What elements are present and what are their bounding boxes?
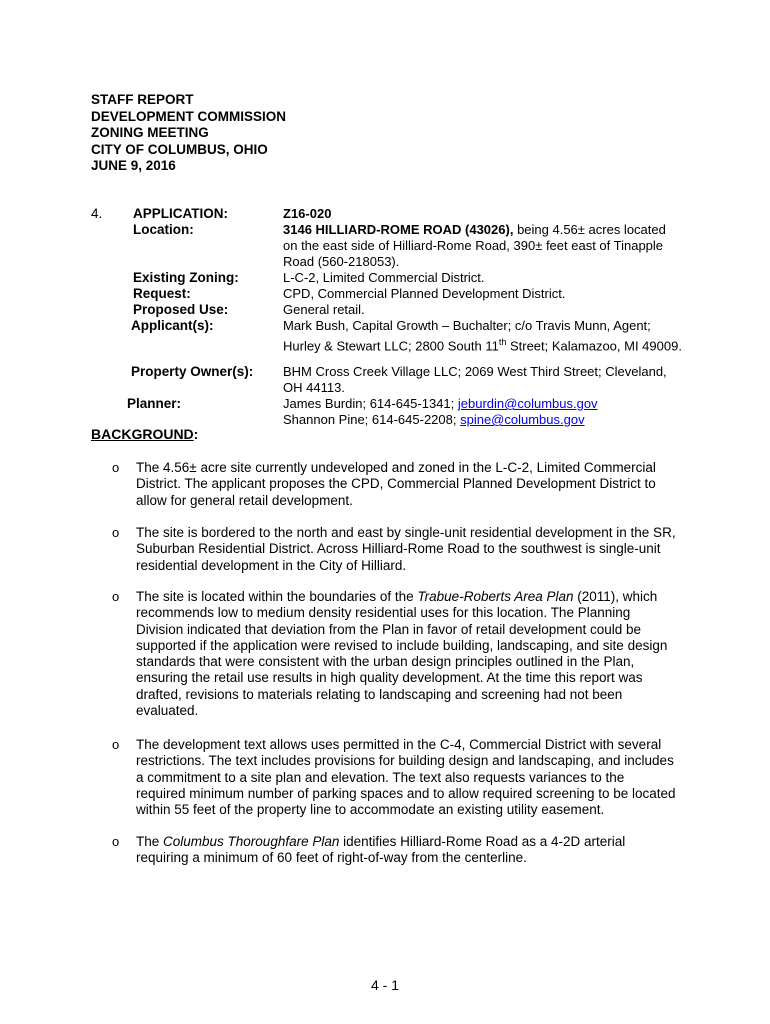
bullet-marker: o xyxy=(112,525,120,540)
background-bullet: The 4.56± acre site currently undeveloped and zoned in the L-C-2, Limited Commercial District. The applicant proposes the CPD, Commercial Planned Development District to allow for general retail development. xyxy=(136,460,656,508)
planner-email-link[interactable]: jeburdin@columbus.gov xyxy=(457,396,598,411)
property-owner-label: Property Owner(s): xyxy=(131,364,254,379)
background-bullet xyxy=(136,589,676,719)
application-value: Z16-020 xyxy=(283,206,332,221)
location-value xyxy=(283,222,683,270)
request-label: Request: xyxy=(133,286,191,301)
plan-title: Trabue-Roberts Area Plan xyxy=(417,589,574,604)
report-header xyxy=(91,92,286,175)
proposed-use-label: Proposed Use: xyxy=(133,302,229,317)
bullet-text-part: identifies Hilliard-Rome Road as a 4-2D arterial requiring a minimum of 60 feet of right-of-way from the centerline. xyxy=(136,834,626,866)
bullet-marker: o xyxy=(112,737,120,752)
bullet-marker: o xyxy=(112,589,120,604)
header-line: JUNE 9, 2016 xyxy=(91,158,176,173)
background-heading xyxy=(91,426,198,442)
bullet-marker: o xyxy=(112,834,120,849)
background-bullet: The site is bordered to the north and east by single-unit residential development in the SR, Suburban Residential District. Across Hilliard-Rome Road to the southwest is single-unit residential development in the City of Hilliard. xyxy=(136,525,676,573)
request-value: CPD, Commercial Planned Development District. xyxy=(283,286,566,301)
background-heading-colon: : xyxy=(193,426,199,442)
ordinal-suffix: th xyxy=(498,337,507,347)
applicant-text: Street; Kalamazoo, MI 49009. xyxy=(506,338,682,354)
header-line: ZONING MEETING xyxy=(91,125,209,140)
planner-label: Planner: xyxy=(127,396,182,411)
planner-entry xyxy=(283,396,683,412)
header-line: CITY OF COLUMBUS, OHIO xyxy=(91,141,268,157)
applicant-label: Applicant(s): xyxy=(131,318,214,333)
location-address: 3146 HILLIARD-ROME ROAD (43026), xyxy=(283,222,514,237)
location-description: being 4.56± acres located on the east side of Hilliard-Rome Road, 390± feet east of Tinapple Road (560-218053). xyxy=(283,222,666,269)
zoning-label: Existing Zoning: xyxy=(133,270,239,285)
planner-email-link[interactable]: spine@columbus.gov xyxy=(460,412,585,427)
plan-title: Columbus Thoroughfare Plan xyxy=(163,834,340,849)
background-bullet: The development text allows uses permitted in the C-4, Commercial District with several restrictions. The text includes provisions for building design and landscaping, and includes a commitment to a site plan and elevation. The text also requests variances to the required minimum number of parking spaces and to allow required screening to be located within 55 feet of the property line to accommodate an existing utility easement. xyxy=(136,737,676,818)
bullet-marker: o xyxy=(112,460,120,475)
planner-value xyxy=(283,396,683,428)
zoning-value: L-C-2, Limited Commercial District. xyxy=(283,270,485,285)
background-bullet xyxy=(136,834,676,867)
header-line: STAFF REPORT xyxy=(91,92,194,107)
location-label: Location: xyxy=(133,222,194,237)
header-line: DEVELOPMENT COMMISSION xyxy=(91,108,287,124)
planner-contact: Shannon Pine; 614-645-2208; xyxy=(283,412,461,427)
bullet-text-part: The xyxy=(136,834,164,849)
background-heading-text: BACKGROUND xyxy=(91,426,194,442)
application-label: APPLICATION: xyxy=(133,206,228,221)
property-owner-value: BHM Cross Creek Village LLC; 2069 West Third Street; Cleveland, OH 44113. xyxy=(283,364,667,395)
planner-entry xyxy=(283,412,683,428)
planner-contact: James Burdin; 614-645-1341; xyxy=(283,396,458,411)
bullet-text-part: The site is located within the boundaries of the xyxy=(136,589,418,604)
bullet-text-part: (2011), which recommends low to medium density residential uses for this location. The Planning Division indicated that deviation from the Plan in favor of retail development could be supported if the application were revised to include building, landscaping, and site design standards that were consistent with the urban design principles outlined in the Plan, ensuring the retail use results in high quality development. At the time this report was drafted, revisions to materials relating to landscaping and screening had not been evaluated. xyxy=(136,589,668,719)
item-number: 4. xyxy=(91,206,103,221)
applicant-text: Mark Bush, Capital Growth – Buchalter; c/o Travis Munn, Agent; Hurley & Stewart LLC; 2800 South 11 xyxy=(283,318,651,354)
applicant-value xyxy=(283,318,683,354)
proposed-use-value: General retail. xyxy=(283,302,365,317)
page-number: 4 - 1 xyxy=(370,977,399,993)
